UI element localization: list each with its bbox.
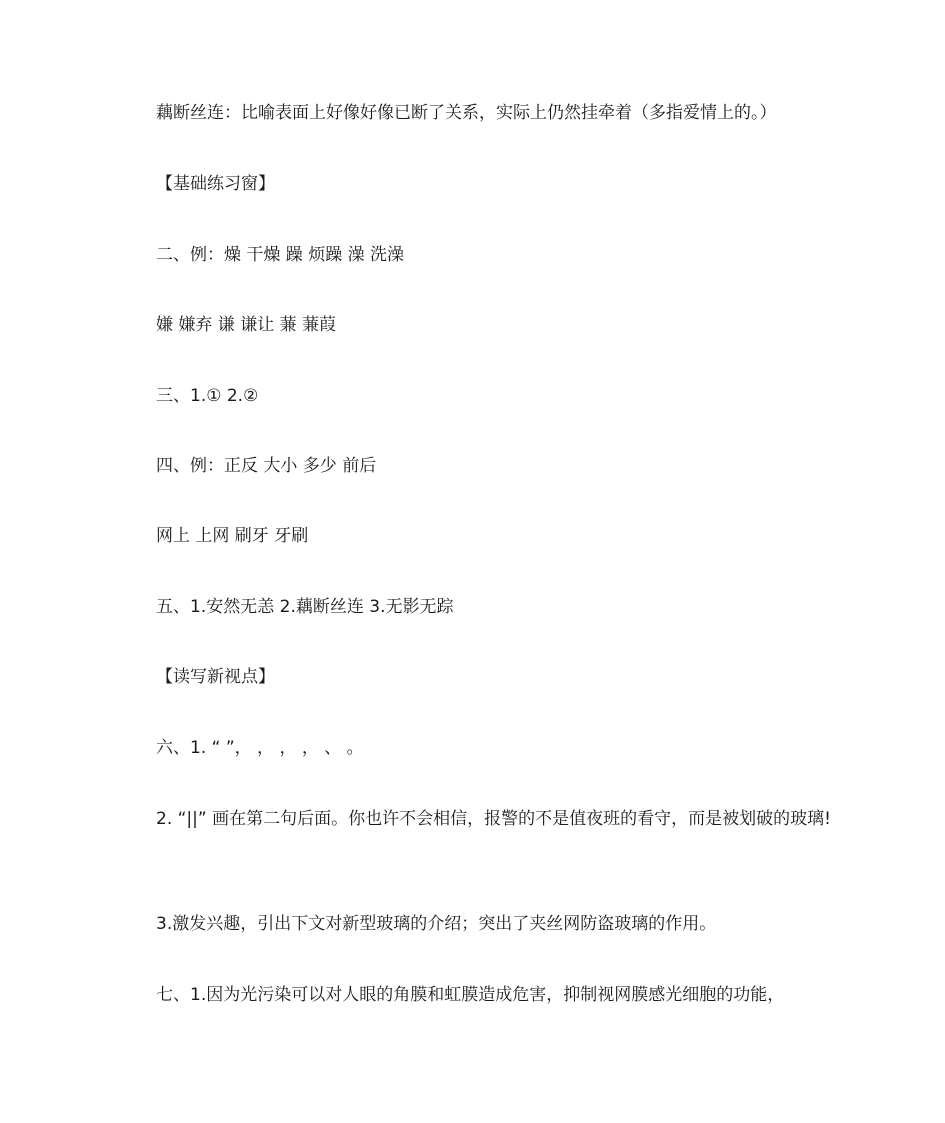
answer-line-6-1: 六、1. “ ”， ， ， ， 、 。 — [156, 738, 364, 758]
answer-line-7-1: 七、1.因为光污染可以对人眼的角膜和虹膜造成危害，抑制视网膜感光细胞的功能， — [156, 985, 785, 1005]
answer-line-6-3: 3.激发兴趣，引出下文对新型玻璃的介绍；突出了夹丝网防盗玻璃的作用。 — [156, 914, 717, 934]
answer-line-4-continued: 网上 上网 刷牙 牙刷 — [156, 526, 309, 546]
section-heading-basic-practice: 【基础练习窗】 — [156, 174, 275, 194]
answer-line-2: 二、例：燥 干燥 躁 烦躁 澡 洗澡 — [156, 245, 405, 265]
definition-line: 藕断丝连：比喻表面上好像好像已断了关系，实际上仍然挂牵着（多指爱情上的。） — [156, 103, 777, 123]
section-heading-reading-writing: 【读写新视点】 — [156, 667, 275, 687]
answer-line-3: 三、1.① 2.② — [156, 386, 259, 406]
answer-line-4: 四、例：正反 大小 多少 前后 — [156, 456, 377, 476]
answer-line-6-2: 2. “||” 画在第二句后面。你也许不会相信，报警的不是值夜班的看守，而是被划破的玻璃! — [156, 809, 831, 829]
answer-line-5: 五、1.安然无恙 2.藕断丝连 3.无影无踪 — [156, 597, 454, 617]
answer-line-2-continued: 嫌 嫌弃 谦 谦让 蒹 蒹葭 — [156, 315, 337, 335]
